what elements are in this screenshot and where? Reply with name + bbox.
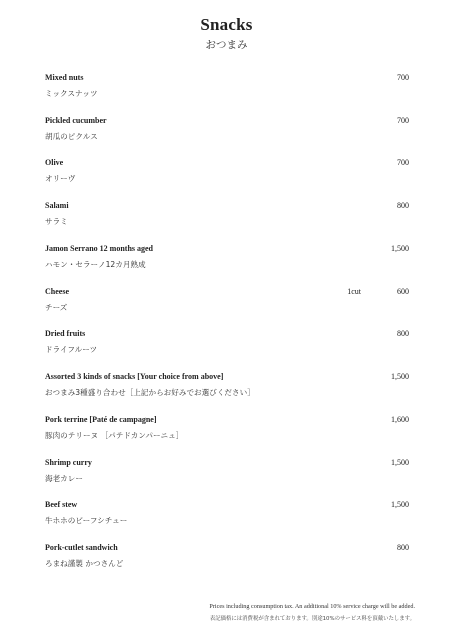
- page-title: Snacks: [200, 15, 253, 34]
- item-name-ja: ろまね謹製 かつさんど: [45, 559, 124, 568]
- item-name-ja: 豚肉のテリーヌ ［パテドカンパーニュ］: [45, 431, 184, 440]
- item-name-en: Assorted 3 kinds of snacks [Your choice from above]: [45, 372, 224, 381]
- item-name-en: Mixed nuts: [45, 73, 84, 82]
- menu-item-shrimp-curry: [45, 458, 409, 488]
- item-price: 700: [397, 116, 409, 125]
- item-name-ja: オリーヴ: [45, 174, 76, 183]
- item-name-ja: おつまみ3種盛り合わせ［上記からお好みでお選びください］: [45, 388, 255, 397]
- menu-item-beef-stew: [45, 500, 409, 530]
- item-name-ja: 胡瓜のピクルス: [45, 132, 98, 141]
- menu-item-dried-fruits: [45, 329, 409, 359]
- menu-item-pickled-cucumber: [45, 116, 409, 146]
- item-name-ja: ドライフルーツ: [45, 345, 98, 354]
- menu-item-mixed-nuts: [45, 73, 409, 103]
- item-name-en: Pickled cucumber: [45, 116, 107, 125]
- item-price: 1,500: [391, 244, 409, 253]
- item-name-en: Dried fruits: [45, 329, 86, 338]
- item-name-ja: チーズ: [45, 303, 68, 312]
- item-price: 600: [397, 287, 409, 296]
- menu-item-salami: [45, 201, 409, 231]
- item-price: 1,600: [391, 415, 409, 424]
- item-price: 700: [397, 73, 409, 82]
- item-unit: 1cut: [347, 287, 361, 296]
- menu-item-olive: [45, 158, 409, 188]
- item-price: 800: [397, 329, 409, 338]
- item-name-ja: ハモン・セラーノ12カ月熟成: [45, 260, 146, 269]
- menu-item-pork-terrine: [45, 415, 409, 445]
- item-price: 700: [397, 158, 409, 167]
- menu-item-jamon-serrano: [45, 244, 409, 274]
- item-name-ja: 海老カレー: [45, 474, 83, 483]
- item-name-en: Jamon Serrano 12 months aged: [45, 244, 154, 253]
- item-name-ja: 牛ホホのビーフシチュー: [45, 516, 128, 525]
- item-name-ja: サラミ: [45, 217, 68, 226]
- item-price: 1,500: [391, 372, 409, 381]
- item-name-ja: ミックスナッツ: [45, 89, 98, 98]
- page-subtitle: おつまみ: [205, 39, 248, 51]
- item-price: 1,500: [391, 458, 409, 467]
- menu-item-cheese: [45, 287, 409, 317]
- item-price: 1,500: [391, 500, 409, 509]
- item-price: 800: [397, 543, 409, 552]
- menu-item-pork-cutlet-sandwich: [45, 543, 409, 573]
- tax-note-en: Prices including consumption tax. An additional 10% service charge will be added.: [209, 603, 415, 610]
- item-price: 800: [397, 201, 409, 210]
- item-name-en: Pork-cutlet sandwich: [45, 543, 118, 552]
- item-name-en: Shrimp curry: [45, 458, 92, 467]
- item-name-en: Cheese: [45, 287, 69, 296]
- item-name-en: Beef stew: [45, 500, 78, 509]
- item-name-en: Salami: [45, 201, 69, 210]
- item-name-en: Pork terrine [Paté de campagne]: [45, 415, 157, 424]
- item-name-en: Olive: [45, 158, 64, 167]
- tax-note-ja: 表記価格には消費税が含まれております。別途10%のサービス料を頂戴いたします。: [209, 616, 415, 622]
- menu-item-assorted-snacks: [45, 372, 409, 402]
